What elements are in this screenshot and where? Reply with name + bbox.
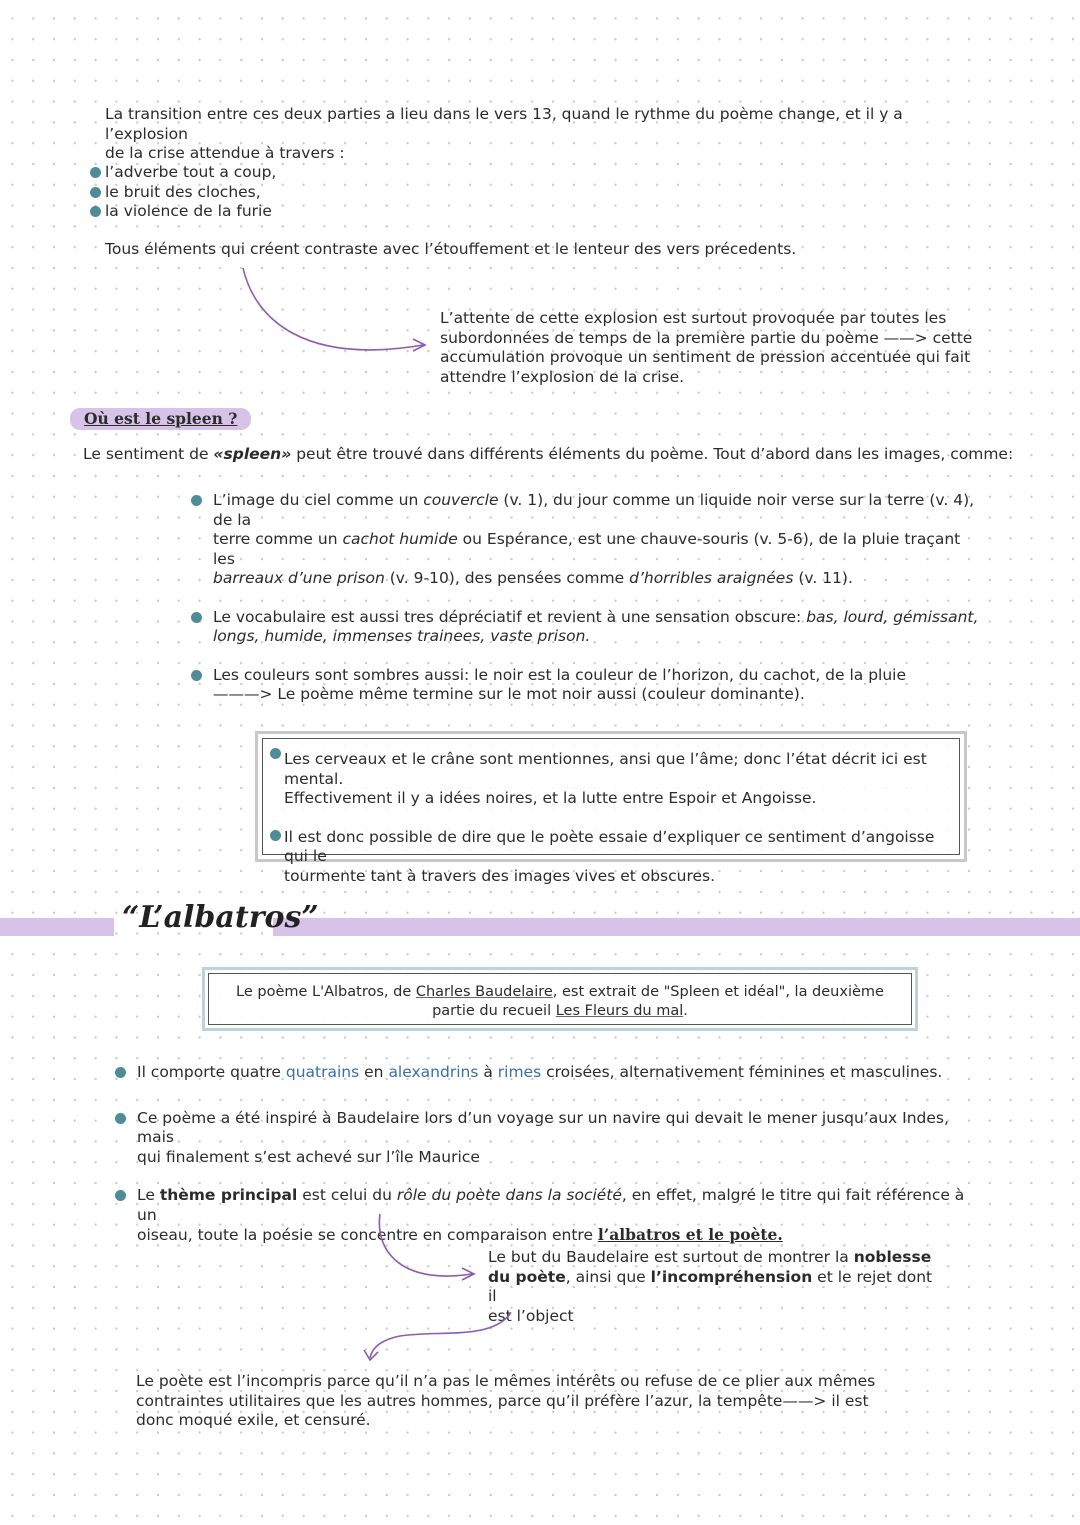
list-item: Il comporte quatre quatrains en alexandrins à rimes croisées, alternativement féminines et masculines. <box>115 1063 965 1083</box>
list-item: Il est donc possible de dire que le poète essaie d’expliquer ce sentiment d’angoisse qui le tourmente tant à travers des images vives et obscures. <box>270 828 960 887</box>
list-item: Le thème principal est celui du rôle du poète dans la société, en effet, malgré le titre qui fait référence à un oiseau, toute la poésie se concentre en comparaison entre l’albatros et le poète. <box>115 1186 965 1246</box>
conclusion-paragraph: Le poète est l’incompris parce qu’il n’a pas le mêmes intérêts ou refuse de ce plier aux mêmes contraintes utilitaires que les autres hommes, parce qu’il préfère l’azur, la tempête——> il est donc moqué exile, et censuré. <box>136 1372 876 1429</box>
spleen-intro: Le sentiment de «spleen» peut être trouvé dans différents éléments du poème. Tout d’abord dans les images, comme: <box>83 445 1014 463</box>
title-band-right <box>273 918 1080 936</box>
bullet-dot-icon <box>191 612 202 623</box>
spleen-bullet-list <box>191 491 981 724</box>
bullet-dot-icon <box>90 187 101 198</box>
bullet-dot-icon <box>115 1067 126 1078</box>
bullet-dot-icon <box>191 495 202 506</box>
spleen-heading: Où est le spleen ? <box>70 409 251 428</box>
intro-paragraph <box>105 105 985 164</box>
bullet-dot-icon <box>90 167 101 178</box>
bullet-dot-icon <box>270 748 281 759</box>
but-paragraph: Le but du Baudelaire est surtout de montrer la noblesse du poète, ainsi que l’incompréhension et le rejet dont il est l’object <box>488 1248 933 1325</box>
intro-line-2: de la crise attendue à travers : <box>105 144 345 162</box>
albatros-bullet-list <box>115 1063 965 1265</box>
intro-list <box>90 163 276 222</box>
list-item: Le vocabulaire est aussi tres dépréciatif et revient à une sensation obscure: bas, lourd, gémissant, longs, humide, immenses trainees, vaste prison. <box>191 608 981 647</box>
list-item: L’image du ciel comme un couvercle (v. 1), du jour comme un liquide noir verse sur la terre (v. 4), de la terre comme un cachot humide ou Espérance, est une chauve-souris (v. 5-6), de la pluie traçant les barreaux d’une prison (v. 9-10), des pensées comme d’horribles araignées (v. 11). <box>191 491 981 589</box>
attente-paragraph: L’attente de cette explosion est surtout provoquée par toutes les subordonnées de temps de la première partie du poème ——> cette accumulation provoque un sentiment de pression accentuée qui fait attendre l’explosion de la crise. <box>440 309 973 386</box>
curved-arrow-icon <box>360 1310 520 1365</box>
mental-state-text <box>270 750 960 886</box>
title-band-left <box>0 918 114 936</box>
intro-line-1: La transition entre ces deux parties a lieu dans le vers 13, quand le rythme du poème change, et il y a l’explosion <box>105 105 903 143</box>
bullet-dot-icon <box>191 670 202 681</box>
author-link[interactable]: Charles Baudelaire <box>415 984 553 1000</box>
section-title: “L’albatros” <box>122 900 319 935</box>
bullet-dot-icon <box>90 206 101 217</box>
curved-arrow-icon <box>235 265 435 360</box>
list-item: Ce poème a été inspiré à Baudelaire lors d’un voyage sur un navire qui devait le mener jusqu’aux Indes, mais qui finalement s’est achevé sur l’île Maurice <box>115 1109 965 1168</box>
intro-box-text: Le poème L'Albatros, de Charles Baudelaire, est extrait de "Spleen et idéal", la deuxième partie du recueil Les Fleurs du mal. <box>236 984 884 1019</box>
work-link[interactable]: Les Fleurs du mal <box>555 1002 684 1019</box>
list-item: le bruit des cloches, <box>90 183 276 203</box>
list-item: Les couleurs sont sombres aussi: le noir est la couleur de l’horizon, du cachot, de la pluie ———> Le poème même termine sur le mot noir aussi (couleur dominante). <box>191 666 981 705</box>
bullet-dot-icon <box>270 830 281 841</box>
list-item: la violence de la furie <box>90 202 276 222</box>
bullet-dot-icon <box>115 1190 126 1201</box>
list-item: Les cerveaux et le crâne sont mentionnes, ansi que l’âme; donc l’état décrit ici est mental. Effectivement il y a idées noires, et la lutte entre Espoir et Angoisse. <box>270 750 960 809</box>
bullet-dot-icon <box>115 1113 126 1124</box>
list-item: l’adverbe tout a coup, <box>90 163 276 183</box>
contrast-sentence: Tous éléments qui créent contraste avec l’étouffement et le lenteur des vers précedents. <box>105 240 797 258</box>
curved-arrow-icon <box>370 1210 480 1285</box>
